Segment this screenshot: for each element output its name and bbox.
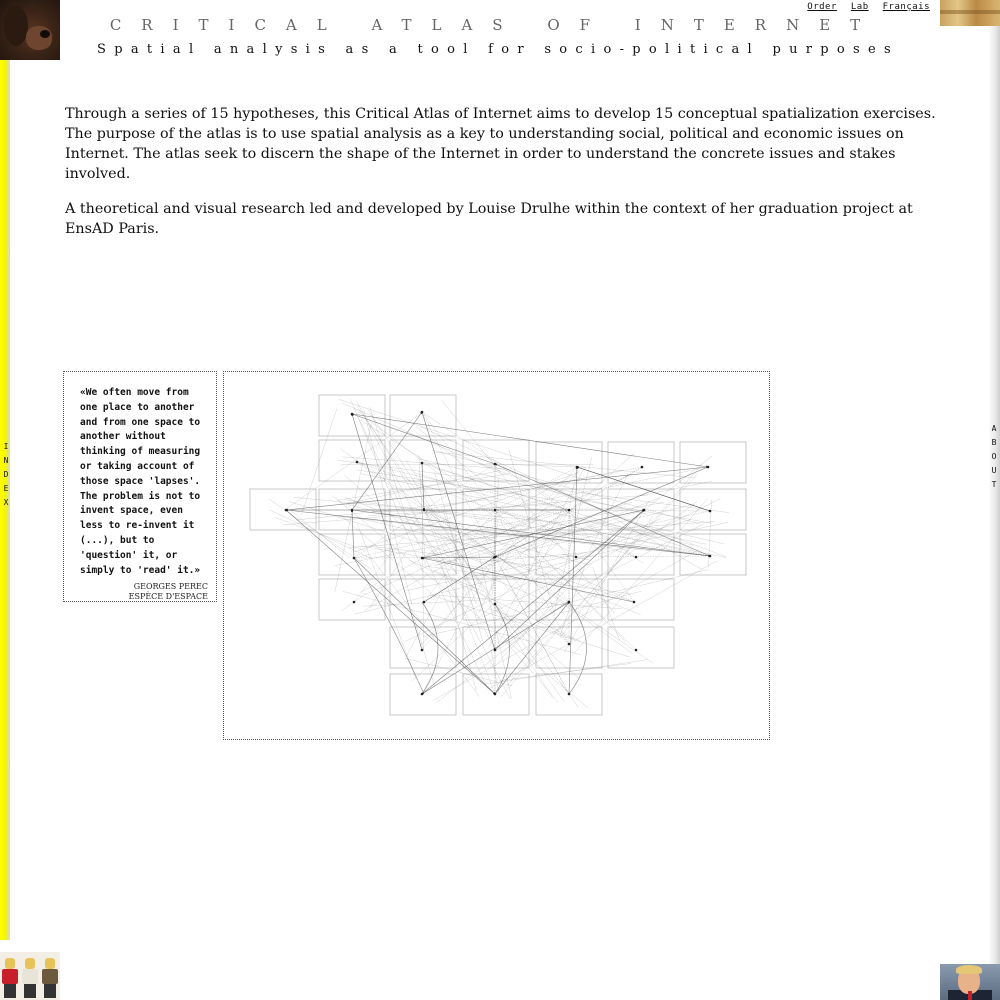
quote-source: ESPÈCE D'ESPACE [128, 592, 208, 602]
quote-author: GEORGES PEREC [133, 582, 208, 592]
network-node [635, 556, 638, 559]
portrait-thumbnail-icon[interactable] [940, 964, 1000, 1000]
space-cell [680, 489, 746, 530]
network-link [505, 641, 558, 702]
network-link [488, 561, 716, 689]
intro-text [65, 104, 943, 254]
right-edge-bar [988, 26, 1000, 966]
network-link [489, 609, 575, 640]
network-node [494, 556, 497, 559]
top-nav [807, 2, 930, 12]
nav-language-link[interactable]: Français [882, 2, 930, 12]
space-cell [608, 534, 674, 575]
network-node [643, 509, 646, 512]
network-link [357, 462, 495, 510]
network-node [575, 556, 578, 559]
network-node [421, 693, 424, 696]
network-arrow [286, 510, 495, 694]
network-node [494, 649, 497, 652]
intro-credit-paragraph: A theoretical and visual research led and developed by Louise Drulhe within the context of her graduation project at EnsAD Paris. [65, 201, 913, 237]
network-node [423, 509, 426, 512]
network-node [709, 510, 712, 513]
network-link [434, 452, 696, 478]
nav-lab-link[interactable]: Lab [850, 2, 869, 12]
network-node [421, 649, 424, 652]
about-side-link[interactable]: A B O U T [991, 424, 997, 489]
network-node [641, 466, 644, 469]
space-cell [608, 442, 674, 483]
network-link [340, 515, 436, 597]
network-link [442, 400, 615, 613]
network-link [424, 569, 709, 636]
site-title[interactable]: CRITICAL ATLAS OF INTERNET [109, 16, 881, 34]
network-node [494, 603, 497, 606]
network-node [423, 601, 426, 604]
network-link [421, 427, 571, 496]
network-node [576, 466, 579, 469]
network-node [494, 463, 497, 466]
network-link [365, 474, 632, 595]
network-node [356, 461, 359, 464]
network-diagram-svg [224, 372, 771, 741]
perec-quote-box [63, 371, 217, 602]
network-node [494, 693, 497, 696]
network-arrow [422, 602, 569, 694]
network-link [335, 424, 372, 593]
space-cell [319, 395, 385, 436]
network-arrow [495, 602, 569, 694]
network-link [569, 510, 634, 602]
network-link [484, 660, 647, 685]
network-link [569, 510, 636, 557]
network-node [285, 509, 288, 512]
site-subtitle: Spatial analysis as a tool for socio-political purposes [97, 42, 899, 57]
network-link [495, 510, 569, 602]
space-cell [680, 442, 746, 483]
network-curve [422, 602, 438, 694]
network-node [421, 411, 424, 414]
network-node [568, 601, 571, 604]
network-arrow [352, 412, 422, 510]
quote-text: «We often move from one place to another and from one space to another without thinking of measuring or taking account of those space 'lapses'. The problem is not to invent space, even less to re-invent it (...), but to 'question' it, or simply to 'read' it.» [80, 387, 201, 576]
network-node [494, 509, 497, 512]
network-node [633, 601, 636, 604]
network-link [411, 610, 434, 687]
network-node [568, 643, 571, 646]
network-node [707, 466, 710, 469]
space-cell [608, 627, 674, 668]
network-node [351, 413, 354, 416]
index-side-link[interactable]: I N D E X [3, 442, 9, 507]
spatial-network-diagram[interactable] [223, 371, 770, 740]
network-node [635, 649, 638, 652]
network-node [353, 601, 356, 604]
network-arrow [354, 558, 495, 694]
network-node [709, 555, 712, 558]
network-link [432, 450, 699, 524]
network-link [370, 553, 405, 608]
network-link [360, 420, 568, 551]
network-node [421, 462, 424, 465]
network-link [495, 556, 710, 557]
network-arrow [352, 414, 495, 464]
network-node [353, 557, 356, 560]
network-node [568, 693, 571, 696]
nav-order-link[interactable]: Order [807, 2, 837, 12]
network-node [351, 509, 354, 512]
network-node [421, 557, 424, 560]
network-link [560, 516, 653, 638]
network-arrow [422, 412, 495, 650]
network-arrow [495, 467, 708, 557]
network-node [568, 509, 571, 512]
intro-paragraph: Through a series of 15 hypotheses, this Critical Atlas of Internet aims to develop 15 conceptual spatialization exercises. The purpose of the atlas is to use spatial analysis as a key to understanding social, political and economic issues on Internet. The atlas seek to discern the shape of the Internet in order to understand the concrete issues and stakes involved. [65, 106, 936, 182]
lego-figures-thumbnail-icon[interactable] [0, 952, 60, 1000]
network-link [419, 459, 647, 515]
network-link [333, 496, 589, 709]
network-arrow [352, 414, 708, 467]
